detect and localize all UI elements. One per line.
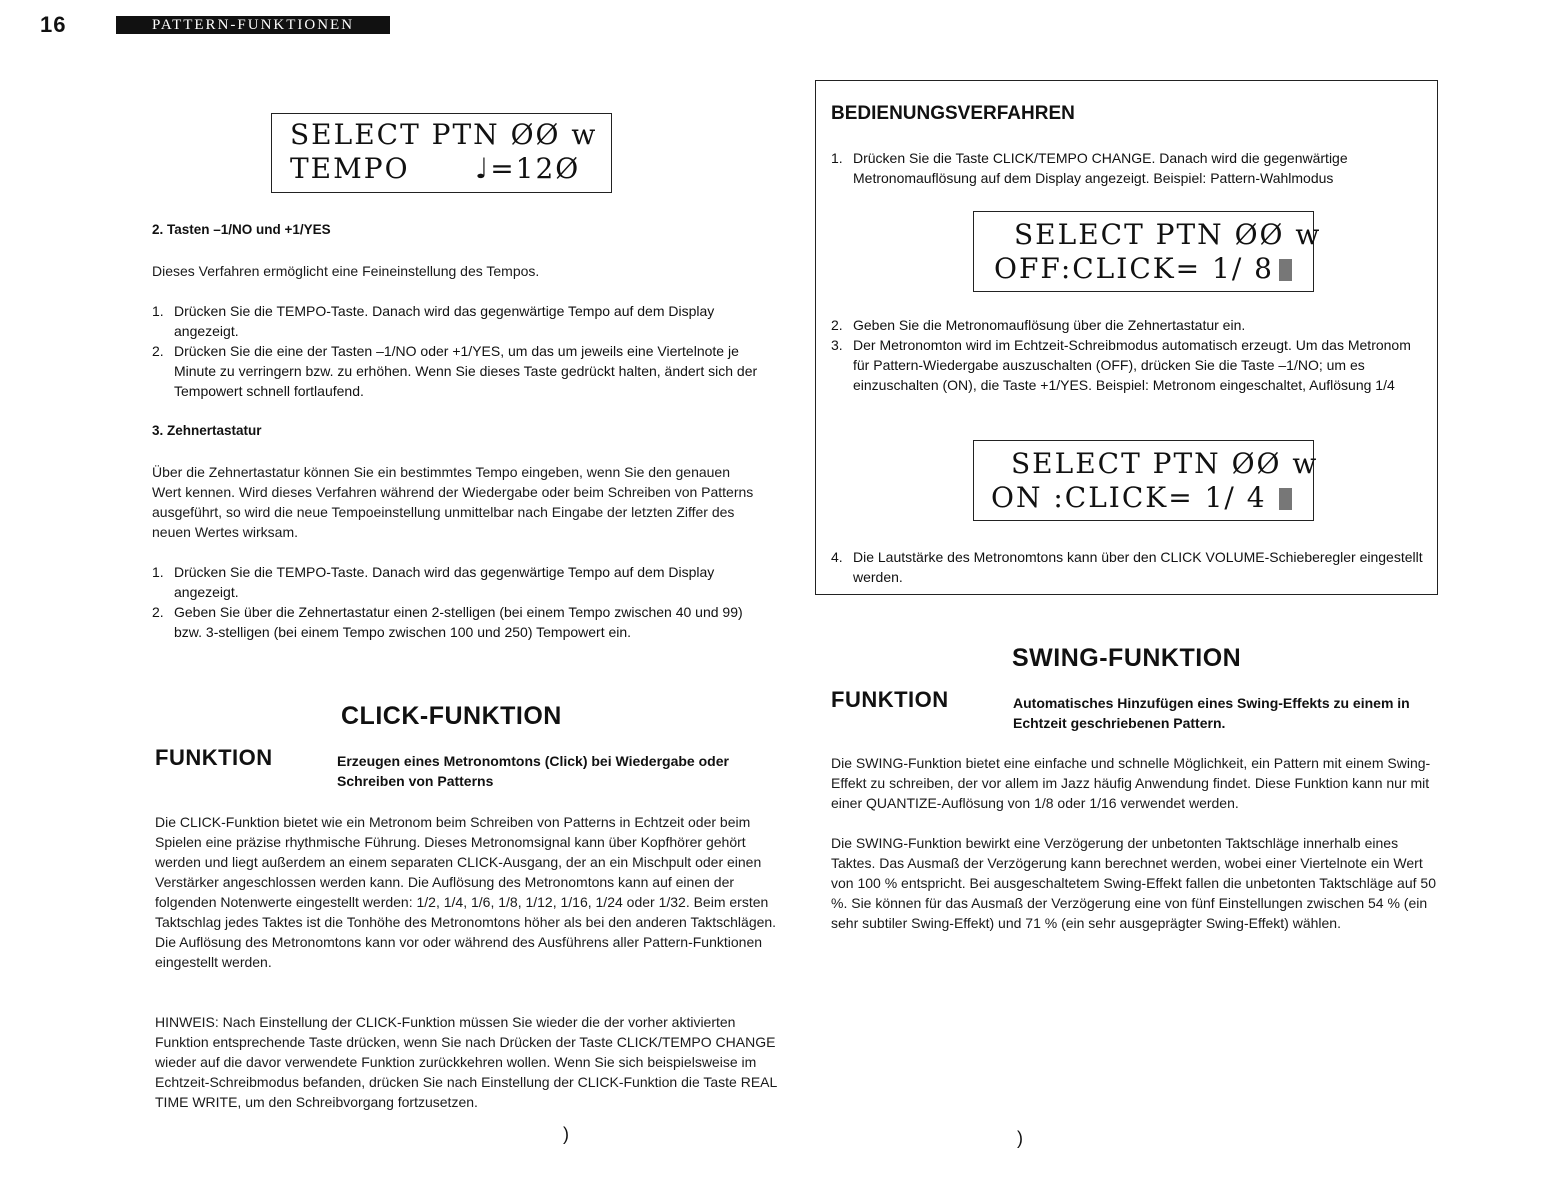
footer-mark-left: ) (563, 1124, 569, 1144)
lcd-line-1: SELECT PTN ØØ w (290, 118, 598, 151)
bedienungsverfahren-box (815, 80, 1438, 595)
sec3-steps (152, 562, 762, 642)
swing-funktion-desc: Automatisches Hinzufügen eines Swing-Effekts zu einem in Echtzeit geschriebenen Pattern. (1013, 695, 1410, 731)
funktion-label: FUNKTION (831, 687, 949, 712)
section-header: PATTERN-FUNKTIONEN (116, 16, 390, 34)
hinweis-note: HINWEIS: Nach Einstellung der CLICK-Funktion müssen Sie wieder die der vorher aktivierten Funktion entsprechende Taste drücken, wenn Sie nach Drücken der Taste CLICK/TEMPO CHANGE wieder auf die davor verwendete Funktion zurückkehren wollen. Wenn Sie sich beispielsweise im Echtzeit-Schreibmodus befanden, drücken Sie nach Einstellung der CLICK-Funktion die Taste REAL TIME WRITE, um den Schreibvorgang fortzusetzen. (155, 1014, 777, 1110)
sec3-heading: 3. Zehnertastatur (152, 423, 262, 438)
sec2-heading: 2. Tasten –1/NO und +1/YES (152, 222, 331, 237)
click-body: Die CLICK-Funktion bietet wie ein Metronom beim Schreiben von Patterns in Echtzeit oder beim Spielen eine präzise rhythmische Führung. Dieses Metronomsignal kann über Kopfhörer gehört werden und liegt außerdem an einem separaten CLICK-Ausgang, der an ein Mischpult oder einen Verstärker angeschlossen werden kann. Die Auflösung des Metronomtons kann auf einen der folgenden Notenwerte eingestellt werden: 1/2, 1/4, 1/6, 1/8, 1/12, 1/16, 1/24 oder 1/32. Beim ersten Taktschlag jedes Taktes ist die Tonhöhe des Metronomtons höher als bei den anderen Taktschlägen. Die Auflösung des Metronomtons kann vor oder während des Ausführens aller Pattern-Funktionen eingestellt werden. (155, 814, 777, 970)
swing-paragraph-1: Die SWING-Funktion bietet eine einfache und schnelle Möglichkeit, ein Pattern mit einem Swing-Effekt zu schreiben, der vor allem im Jazz häufig Anwendung findet. Diese Funktion kann nur mit einer QUANTIZE-Auflösung von 1/8 oder 1/16 verwendet werden. (831, 755, 1431, 811)
box-step-1: 1. Drücken Sie die Taste CLICK/TEMPO CHANGE. Danach wird die gegenwärtige Metronomauflösung auf dem Display angezeigt. Beispiel: Pattern-Wahlmodus (831, 150, 1348, 186)
box-step-4: 4. Die Lautstärke des Metronomtons kann über den CLICK VOLUME-Schieberegler eingestellt werden. (831, 549, 1423, 585)
sec2-steps (152, 301, 762, 401)
lcd-line-2: TEMPO ♩=12Ø (290, 152, 581, 185)
box-heading: BEDIENUNGSVERFAHREN (831, 103, 1075, 124)
footer-mark-right: ) (1017, 1128, 1023, 1148)
lcd-line-1: SELECT PTN ØØ w (1011, 447, 1319, 480)
sec3-intro: Über die Zehnertastatur können Sie ein bestimmtes Tempo eingeben, wenn Sie den genauen Wert kennen. Wird dieses Verfahren während der Wiedergabe oder beim Schreiben von Patterns ausgeführt, so wird die neue Tempoeinstellung unmittelbar nach Eingabe der letzten Ziffer des neuen Wertes wirksam. (152, 464, 754, 540)
list-item: 2. Geben Sie über die Zehnertastatur einen 2-stelligen (bei einem Tempo zwischen 40 und 99) bzw. 3-stelligen (bei einem Tempo zwischen 100 und 250) Tempowert ein. (152, 604, 743, 640)
sec2-intro: Dieses Verfahren ermöglicht eine Feineinstellung des Tempos. (152, 263, 540, 279)
list-item: 1. Drücken Sie die TEMPO-Taste. Danach wird das gegenwärtige Tempo auf dem Display angezeigt. (152, 303, 715, 339)
lcd-line-2: ON :CLICK= 1/ 4 (991, 481, 1267, 514)
list-item: 2. Geben Sie die Metronomauflösung über die Zehnertastatur ein. (831, 317, 1246, 333)
swing-funktion-title: SWING-FUNKTION (1012, 644, 1242, 672)
lcd-cursor-block (1279, 488, 1292, 510)
list-item: 2. Drücken Sie die eine der Tasten –1/NO oder +1/YES, um das um jeweils eine Viertelnote je Minute zu verringern bzw. zu erhöhen. Wenn Sie dieses Taste gedrückt halten, ändert sich der Tempowert schnell fortlaufend. (152, 343, 758, 399)
lcd-display-on-click (973, 440, 1319, 521)
lcd-display-tempo (271, 113, 612, 193)
click-funktion-desc: Erzeugen eines Metronomtons (Click) bei Wiedergabe oder Schreiben von Patterns (337, 753, 729, 789)
click-funktion-title: CLICK-FUNKTION (341, 702, 562, 730)
lcd-line-2: OFF:CLICK= 1/ 8 (994, 252, 1274, 285)
lcd-cursor-block (1279, 259, 1292, 281)
page-number: 16 (40, 12, 67, 37)
lcd-line-1: SELECT PTN ØØ w (1014, 218, 1322, 251)
funktion-label: FUNKTION (155, 745, 273, 770)
lcd-display-off-click (973, 211, 1322, 292)
list-item: 1. Drücken Sie die TEMPO-Taste. Danach wird das gegenwärtige Tempo auf dem Display angezeigt. (152, 564, 715, 600)
list-item: 3. Der Metronomton wird im Echtzeit-Schreibmodus automatisch erzeugt. Um das Metronom für Pattern-Wiedergabe auszuschalten (OFF), drücken Sie die Taste –1/NO; um es einzuschalten (ON), die Taste +1/YES. Beispiel: Metronom eingeschaltet, Auflösung 1/4 (831, 337, 1411, 393)
box-steps-2-3 (831, 315, 1431, 395)
swing-paragraph-2: Die SWING-Funktion bewirkt eine Verzögerung der unbetonten Taktschläge innerhalb eines Taktes. Das Ausmaß der Verzögerung kann berechnet werden, wobei einer Viertelnote ein Wert von 100 % entspricht. Bei ausgeschaltetem Swing-Effekt fallen die unbetonten Taktschläge auf 50 %. Sie können für das Ausmaß der Verzögerung eine von fünf Einstellungen zwischen 54 % (ein sehr subtiler Swing-Effekt) und 71 % (ein sehr ausgeprägter Swing-Effekt) wählen. (831, 835, 1436, 931)
